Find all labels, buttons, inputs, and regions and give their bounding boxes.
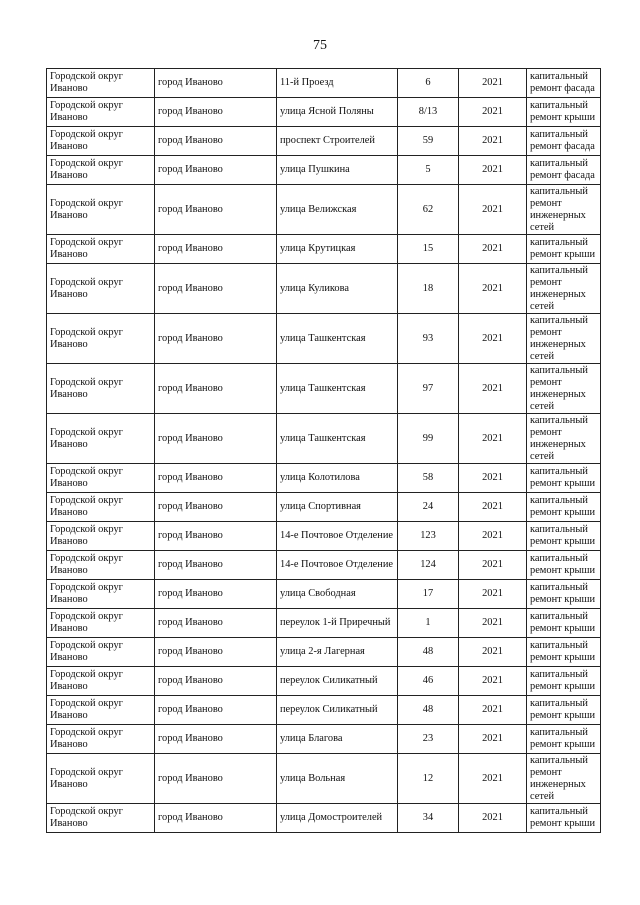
- house-number-cell: 24: [398, 493, 459, 522]
- street-cell: переулок 1-й Приречный: [277, 609, 398, 638]
- year-cell: 2021: [459, 314, 527, 364]
- house-number-cell: 1: [398, 609, 459, 638]
- street-cell: улица Крутицкая: [277, 235, 398, 264]
- work-type-cell: капитальный ремонт крыши: [527, 551, 601, 580]
- work-type-cell: капитальный ремонт крыши: [527, 804, 601, 833]
- year-cell: 2021: [459, 609, 527, 638]
- work-type-cell: капитальный ремонт крыши: [527, 725, 601, 754]
- year-cell: 2021: [459, 804, 527, 833]
- locality-cell: город Иваново: [155, 493, 277, 522]
- year-cell: 2021: [459, 414, 527, 464]
- table-row: [47, 638, 601, 667]
- municipality-cell: Городской округ Иваново: [47, 314, 155, 364]
- locality-cell: город Иваново: [155, 464, 277, 493]
- table-row: [47, 551, 601, 580]
- locality-cell: город Иваново: [155, 804, 277, 833]
- municipality-cell: Городской округ Иваново: [47, 127, 155, 156]
- work-type-cell: капитальный ремонт крыши: [527, 235, 601, 264]
- year-cell: 2021: [459, 725, 527, 754]
- work-type-cell: капитальный ремонт инженерных сетей: [527, 185, 601, 235]
- street-cell: улица 2-я Лагерная: [277, 638, 398, 667]
- locality-cell: город Иваново: [155, 185, 277, 235]
- municipality-cell: Городской округ Иваново: [47, 156, 155, 185]
- house-number-cell: 34: [398, 804, 459, 833]
- table-row: [47, 725, 601, 754]
- work-type-cell: капитальный ремонт фасада: [527, 127, 601, 156]
- house-number-cell: 46: [398, 667, 459, 696]
- year-cell: 2021: [459, 127, 527, 156]
- year-cell: 2021: [459, 264, 527, 314]
- house-number-cell: 23: [398, 725, 459, 754]
- street-cell: проспект Строителей: [277, 127, 398, 156]
- year-cell: 2021: [459, 235, 527, 264]
- work-type-cell: капитальный ремонт крыши: [527, 580, 601, 609]
- locality-cell: город Иваново: [155, 98, 277, 127]
- work-type-cell: капитальный ремонт инженерных сетей: [527, 754, 601, 804]
- municipality-cell: Городской округ Иваново: [47, 364, 155, 414]
- table-row: [47, 127, 601, 156]
- work-type-cell: капитальный ремонт крыши: [527, 98, 601, 127]
- year-cell: 2021: [459, 98, 527, 127]
- street-cell: улица Пушкина: [277, 156, 398, 185]
- table-row: [47, 522, 601, 551]
- street-cell: улица Спортивная: [277, 493, 398, 522]
- locality-cell: город Иваново: [155, 551, 277, 580]
- house-number-cell: 8/13: [398, 98, 459, 127]
- year-cell: 2021: [459, 638, 527, 667]
- street-cell: улица Свободная: [277, 580, 398, 609]
- table-row: [47, 98, 601, 127]
- work-type-cell: капитальный ремонт фасада: [527, 69, 601, 98]
- house-number-cell: 123: [398, 522, 459, 551]
- table-row: [47, 414, 601, 464]
- year-cell: 2021: [459, 667, 527, 696]
- year-cell: 2021: [459, 696, 527, 725]
- work-type-cell: капитальный ремонт крыши: [527, 609, 601, 638]
- locality-cell: город Иваново: [155, 264, 277, 314]
- locality-cell: город Иваново: [155, 235, 277, 264]
- house-number-cell: 58: [398, 464, 459, 493]
- locality-cell: город Иваново: [155, 156, 277, 185]
- year-cell: 2021: [459, 69, 527, 98]
- municipality-cell: Городской округ Иваново: [47, 464, 155, 493]
- house-number-cell: 48: [398, 696, 459, 725]
- work-type-cell: капитальный ремонт крыши: [527, 667, 601, 696]
- table-row: [47, 264, 601, 314]
- municipality-cell: Городской округ Иваново: [47, 804, 155, 833]
- house-number-cell: 18: [398, 264, 459, 314]
- house-number-cell: 93: [398, 314, 459, 364]
- locality-cell: город Иваново: [155, 667, 277, 696]
- table-row: [47, 235, 601, 264]
- street-cell: улица Ясной Поляны: [277, 98, 398, 127]
- work-type-cell: капитальный ремонт инженерных сетей: [527, 364, 601, 414]
- year-cell: 2021: [459, 493, 527, 522]
- year-cell: 2021: [459, 364, 527, 414]
- municipality-cell: Городской округ Иваново: [47, 754, 155, 804]
- street-cell: улица Ташкентская: [277, 364, 398, 414]
- locality-cell: город Иваново: [155, 580, 277, 609]
- house-number-cell: 48: [398, 638, 459, 667]
- locality-cell: город Иваново: [155, 638, 277, 667]
- house-number-cell: 6: [398, 69, 459, 98]
- house-number-cell: 99: [398, 414, 459, 464]
- municipality-cell: Городской округ Иваново: [47, 638, 155, 667]
- year-cell: 2021: [459, 580, 527, 609]
- street-cell: улица Велижская: [277, 185, 398, 235]
- work-type-cell: капитальный ремонт крыши: [527, 493, 601, 522]
- house-number-cell: 59: [398, 127, 459, 156]
- municipality-cell: Городской округ Иваново: [47, 551, 155, 580]
- municipality-cell: Городской округ Иваново: [47, 185, 155, 235]
- street-cell: улица Куликова: [277, 264, 398, 314]
- house-number-cell: 12: [398, 754, 459, 804]
- house-number-cell: 124: [398, 551, 459, 580]
- work-type-cell: капитальный ремонт крыши: [527, 696, 601, 725]
- locality-cell: город Иваново: [155, 364, 277, 414]
- locality-cell: город Иваново: [155, 69, 277, 98]
- year-cell: 2021: [459, 185, 527, 235]
- locality-cell: город Иваново: [155, 522, 277, 551]
- house-number-cell: 15: [398, 235, 459, 264]
- municipality-cell: Городской округ Иваново: [47, 696, 155, 725]
- municipality-cell: Городской округ Иваново: [47, 609, 155, 638]
- street-cell: 14-е Почтовое Отделение: [277, 522, 398, 551]
- address-table: [46, 68, 601, 833]
- work-type-cell: капитальный ремонт крыши: [527, 522, 601, 551]
- work-type-cell: капитальный ремонт инженерных сетей: [527, 264, 601, 314]
- locality-cell: город Иваново: [155, 414, 277, 464]
- work-type-cell: капитальный ремонт инженерных сетей: [527, 314, 601, 364]
- table-body: [47, 69, 601, 833]
- street-cell: улица Ташкентская: [277, 414, 398, 464]
- locality-cell: город Иваново: [155, 609, 277, 638]
- street-cell: улица Вольная: [277, 754, 398, 804]
- street-cell: улица Ташкентская: [277, 314, 398, 364]
- locality-cell: город Иваново: [155, 314, 277, 364]
- municipality-cell: Городской округ Иваново: [47, 725, 155, 754]
- locality-cell: город Иваново: [155, 696, 277, 725]
- street-cell: переулок Силикатный: [277, 667, 398, 696]
- year-cell: 2021: [459, 754, 527, 804]
- table-row: [47, 464, 601, 493]
- street-cell: 14-е Почтовое Отделение: [277, 551, 398, 580]
- street-cell: улица Колотилова: [277, 464, 398, 493]
- work-type-cell: капитальный ремонт фасада: [527, 156, 601, 185]
- table-row: [47, 667, 601, 696]
- street-cell: переулок Силикатный: [277, 696, 398, 725]
- year-cell: 2021: [459, 551, 527, 580]
- street-cell: улица Домостроителей: [277, 804, 398, 833]
- work-type-cell: капитальный ремонт инженерных сетей: [527, 414, 601, 464]
- table-row: [47, 804, 601, 833]
- table-row: [47, 69, 601, 98]
- locality-cell: город Иваново: [155, 725, 277, 754]
- house-number-cell: 62: [398, 185, 459, 235]
- table-row: [47, 580, 601, 609]
- table-row: [47, 754, 601, 804]
- table-row: [47, 185, 601, 235]
- year-cell: 2021: [459, 156, 527, 185]
- municipality-cell: Городской округ Иваново: [47, 69, 155, 98]
- table-row: [47, 493, 601, 522]
- table-row: [47, 314, 601, 364]
- table-row: [47, 364, 601, 414]
- work-type-cell: капитальный ремонт крыши: [527, 464, 601, 493]
- year-cell: 2021: [459, 522, 527, 551]
- table-row: [47, 696, 601, 725]
- municipality-cell: Городской округ Иваново: [47, 98, 155, 127]
- municipality-cell: Городской округ Иваново: [47, 493, 155, 522]
- street-cell: 11-й Проезд: [277, 69, 398, 98]
- locality-cell: город Иваново: [155, 127, 277, 156]
- municipality-cell: Городской округ Иваново: [47, 667, 155, 696]
- municipality-cell: Городской округ Иваново: [47, 264, 155, 314]
- house-number-cell: 97: [398, 364, 459, 414]
- house-number-cell: 5: [398, 156, 459, 185]
- municipality-cell: Городской округ Иваново: [47, 580, 155, 609]
- locality-cell: город Иваново: [155, 754, 277, 804]
- work-type-cell: капитальный ремонт крыши: [527, 638, 601, 667]
- table-row: [47, 609, 601, 638]
- table-row: [47, 156, 601, 185]
- municipality-cell: Городской округ Иваново: [47, 235, 155, 264]
- street-cell: улица Благова: [277, 725, 398, 754]
- year-cell: 2021: [459, 464, 527, 493]
- municipality-cell: Городской округ Иваново: [47, 522, 155, 551]
- municipality-cell: Городской округ Иваново: [47, 414, 155, 464]
- house-number-cell: 17: [398, 580, 459, 609]
- page-number: 75: [313, 38, 327, 53]
